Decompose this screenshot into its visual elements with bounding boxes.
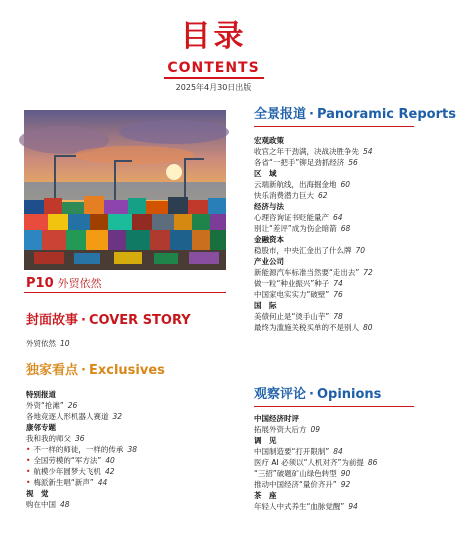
- entry-title: 各地竞逐人形机器人赛道: [26, 412, 109, 421]
- cover-caption[interactable]: [26, 275, 102, 291]
- entry-title: 拓展外资大后方: [254, 425, 307, 434]
- section-title-en: Exclusives: [88, 363, 165, 378]
- entry-page: 40: [105, 456, 115, 465]
- entry-title: 云端新航线，出海掘金地: [254, 180, 337, 189]
- toc-entry[interactable]: [254, 501, 419, 512]
- entry-page: 72: [363, 268, 373, 277]
- opinions-heading: [254, 387, 381, 403]
- entry-page: 42: [104, 467, 115, 476]
- category-label: 金融资本: [254, 235, 284, 244]
- category-label: 经济与法: [254, 202, 284, 211]
- cover-painting[interactable]: [24, 110, 226, 270]
- entry-page: 80: [363, 323, 373, 332]
- entry-page: 64: [333, 213, 343, 222]
- category-label: 国 际: [254, 301, 277, 310]
- section-dot: ·: [309, 107, 314, 122]
- toc-entry[interactable]: [26, 444, 226, 455]
- category-label: 区 域: [254, 169, 277, 178]
- divider: [254, 406, 414, 407]
- entry-page: 36: [75, 434, 85, 443]
- entry-page: 86: [367, 458, 378, 467]
- entry-title: 收官之年干劲满，决战决胜争先: [254, 147, 359, 156]
- section-title-en: Opinions: [316, 387, 382, 402]
- entry-title: 航模少年圆梦大飞机: [33, 467, 101, 476]
- issue-date: 2025年4月30日出版: [175, 83, 252, 92]
- entry-page: 92: [340, 480, 351, 489]
- entry-page: 70: [355, 246, 366, 255]
- panoramic-list: [254, 135, 419, 333]
- toc-entry[interactable]: [254, 289, 419, 300]
- entry-title: 新能源汽车标准当然要“走出去”: [254, 268, 360, 277]
- entry-page: 44: [97, 478, 108, 487]
- entry-page: 84: [333, 447, 343, 456]
- section-dot: ·: [81, 363, 86, 378]
- entry-title: 医疗 AI 必须以“人机对齐”为前提: [254, 458, 364, 467]
- toc-entry[interactable]: [254, 190, 419, 201]
- entry-page: 94: [348, 502, 358, 511]
- cover-story-heading: [26, 313, 191, 329]
- toc-entry[interactable]: [254, 223, 419, 234]
- entry-title: 美债何止是“烫手山芋”: [254, 312, 330, 321]
- category-label: 中国经济时评: [254, 414, 299, 423]
- category-label: 茶 座: [254, 491, 277, 500]
- exclusives-heading: [26, 363, 165, 379]
- entry-title: 外资“抢滩”: [26, 401, 64, 410]
- toc-entry[interactable]: [254, 267, 419, 278]
- entry-page: 26: [67, 401, 78, 410]
- toc-entry[interactable]: [254, 212, 419, 223]
- section-dot: ·: [81, 313, 86, 328]
- category-label: 康邻专题: [26, 423, 56, 432]
- category-label: 宏观政策: [254, 136, 284, 145]
- toc-entry[interactable]: [254, 322, 419, 333]
- entry-title: 中国制造要“打开限制”: [254, 447, 330, 456]
- toc-entry[interactable]: [254, 468, 419, 479]
- entry-title: 别让“差评”成为伤企暗箭: [254, 224, 337, 233]
- category-label: 特别报道: [26, 390, 56, 399]
- toc-entry[interactable]: [26, 411, 226, 422]
- divider: [24, 292, 226, 293]
- entry-title: 梅派新生唱“新声”: [33, 478, 94, 487]
- entry-page: 38: [127, 445, 137, 454]
- entry-title: 年轻人中式养生“血脉觉醒”: [254, 502, 345, 511]
- entry-title: 最终为滥施关税买单的不是别人: [254, 323, 359, 332]
- entry-page: 10: [60, 339, 70, 348]
- entry-title: 不一样的师徒，一样的传承: [33, 445, 124, 454]
- entry-title: 中国家电实实力“破壁”: [254, 290, 330, 299]
- entry-title: 外贸依然: [26, 339, 56, 348]
- divider: [254, 126, 414, 127]
- bullet-icon: •: [26, 478, 31, 487]
- entry-title: 快乐消费潜力巨大: [254, 191, 314, 200]
- category-label: 调 见: [254, 436, 277, 445]
- panoramic-heading: [254, 107, 456, 123]
- toc-entry[interactable]: [254, 179, 419, 190]
- entry-page: 60: [340, 180, 351, 189]
- opinions-list: [254, 413, 419, 512]
- section-title-en: COVER STORY: [88, 313, 191, 328]
- entry-page: 68: [340, 224, 351, 233]
- entry-title: 各省“一把手”铆足劲抓经济: [254, 158, 345, 167]
- cover-title: 外贸依然: [57, 277, 102, 290]
- toc-entry[interactable]: [254, 457, 419, 468]
- toc-entry[interactable]: [254, 479, 419, 490]
- entry-page: 09: [310, 425, 321, 434]
- entry-page: 90: [340, 469, 351, 478]
- toc-entry[interactable]: [26, 499, 226, 510]
- toc-entry[interactable]: [254, 446, 419, 457]
- category-label: 视 觉: [26, 489, 49, 498]
- section-dot: ·: [309, 387, 314, 402]
- toc-entry[interactable]: [254, 146, 419, 157]
- entry-title: 我和我的师父: [26, 434, 71, 443]
- entry-page: 76: [333, 290, 343, 299]
- toc-entry[interactable]: [254, 245, 419, 256]
- entry-title: 购在中国: [26, 500, 56, 509]
- section-title-cn: 观察评论: [254, 387, 307, 402]
- entry-page: 62: [318, 191, 328, 200]
- entry-title: 稳股市，中央汇金出了什么牌: [254, 246, 352, 255]
- bullet-icon: •: [26, 445, 31, 454]
- entry-page: 78: [333, 312, 343, 321]
- exclusives-list: [26, 389, 226, 510]
- title-underline: [164, 77, 264, 79]
- entry-page: 48: [60, 500, 70, 509]
- toc-entry[interactable]: [26, 455, 226, 466]
- bullet-icon: •: [26, 467, 31, 476]
- section-title-cn: 独家看点: [26, 363, 79, 378]
- entry-page: 54: [363, 147, 373, 156]
- toc-entry[interactable]: [26, 477, 226, 488]
- toc-entry[interactable]: [254, 311, 419, 322]
- toc-entry[interactable]: [26, 433, 226, 444]
- section-title-cn: 全景报道: [254, 107, 307, 122]
- entry-page: 56: [348, 158, 358, 167]
- entry-title: “三招”破题矿山绿色转型: [254, 469, 337, 478]
- entry-title: 全国劳模的“军方法”: [33, 456, 102, 465]
- toc-entry[interactable]: [254, 424, 419, 435]
- toc-entry[interactable]: [254, 278, 419, 289]
- bullet-icon: •: [26, 456, 31, 465]
- entry-title: 做一粒“种业振兴”种子: [254, 279, 330, 288]
- toc-entry[interactable]: [26, 338, 70, 349]
- section-title-en: Panoramic Reports: [316, 107, 456, 122]
- toc-entry[interactable]: [26, 400, 226, 411]
- page-title-en: CONTENTS: [167, 60, 260, 76]
- entry-title: 心理咨询证书贬能量产: [254, 213, 329, 222]
- cover-page-number: P10: [26, 276, 54, 291]
- page-title: 目录: [180, 19, 247, 54]
- entry-page: 74: [333, 279, 343, 288]
- entry-title: 推动中国经济“量价齐升”: [254, 480, 337, 489]
- toc-entry[interactable]: [26, 466, 226, 477]
- toc-entry[interactable]: [254, 157, 419, 168]
- section-title-cn: 封面故事: [26, 313, 79, 328]
- category-label: 产业公司: [254, 257, 284, 266]
- entry-page: 32: [112, 412, 123, 421]
